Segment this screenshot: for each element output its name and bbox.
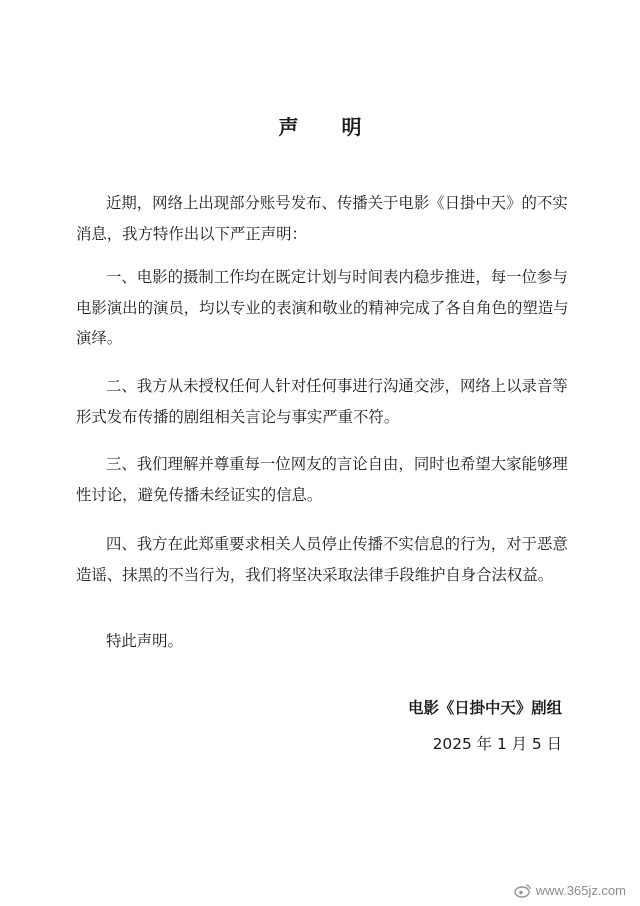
signature-organization: 电影《日掛中天》剧组 <box>408 699 562 717</box>
paragraph-intro: 近期，网络上出现部分账号发布、传播关于电影《日掛中天》的不实消息，我方特作出以下严正声明： <box>76 194 568 243</box>
weibo-icon <box>514 883 532 898</box>
paragraph-point-1: 一、电影的摄制工作均在既定计划与时间表内稳步推进，每一位参与电影演出的演员，均以专业的表演和敬业的精神完成了各自角色的塑造与演绎。 <box>76 268 569 347</box>
paragraph-point-3: 三、我们理解并尊重每一位网友的言论自由，同时也希望大家能够理性讨论，避免传播未经证实的信息。 <box>76 455 568 504</box>
paragraph-point-2: 二、我方从未授权任何人针对任何事进行沟通交涉，网络上以录音等形式发布传播的剧组相关言论与事实严重不符。 <box>76 377 568 426</box>
signature-date: 2025 年 1 月 5 日 <box>432 735 562 753</box>
watermark <box>514 883 626 898</box>
watermark-text: www.365jz.com <box>535 883 626 898</box>
document-title: 声 明 <box>278 115 380 139</box>
paragraph-point-4: 四、我方在此郑重要求相关人员停止传播不实信息的行为，对于恶意造谣、抹黑的不当行为，我们将坚决采取法律手段维护自身合法权益。 <box>76 535 568 584</box>
closing-line: 特此声明。 <box>106 632 183 650</box>
